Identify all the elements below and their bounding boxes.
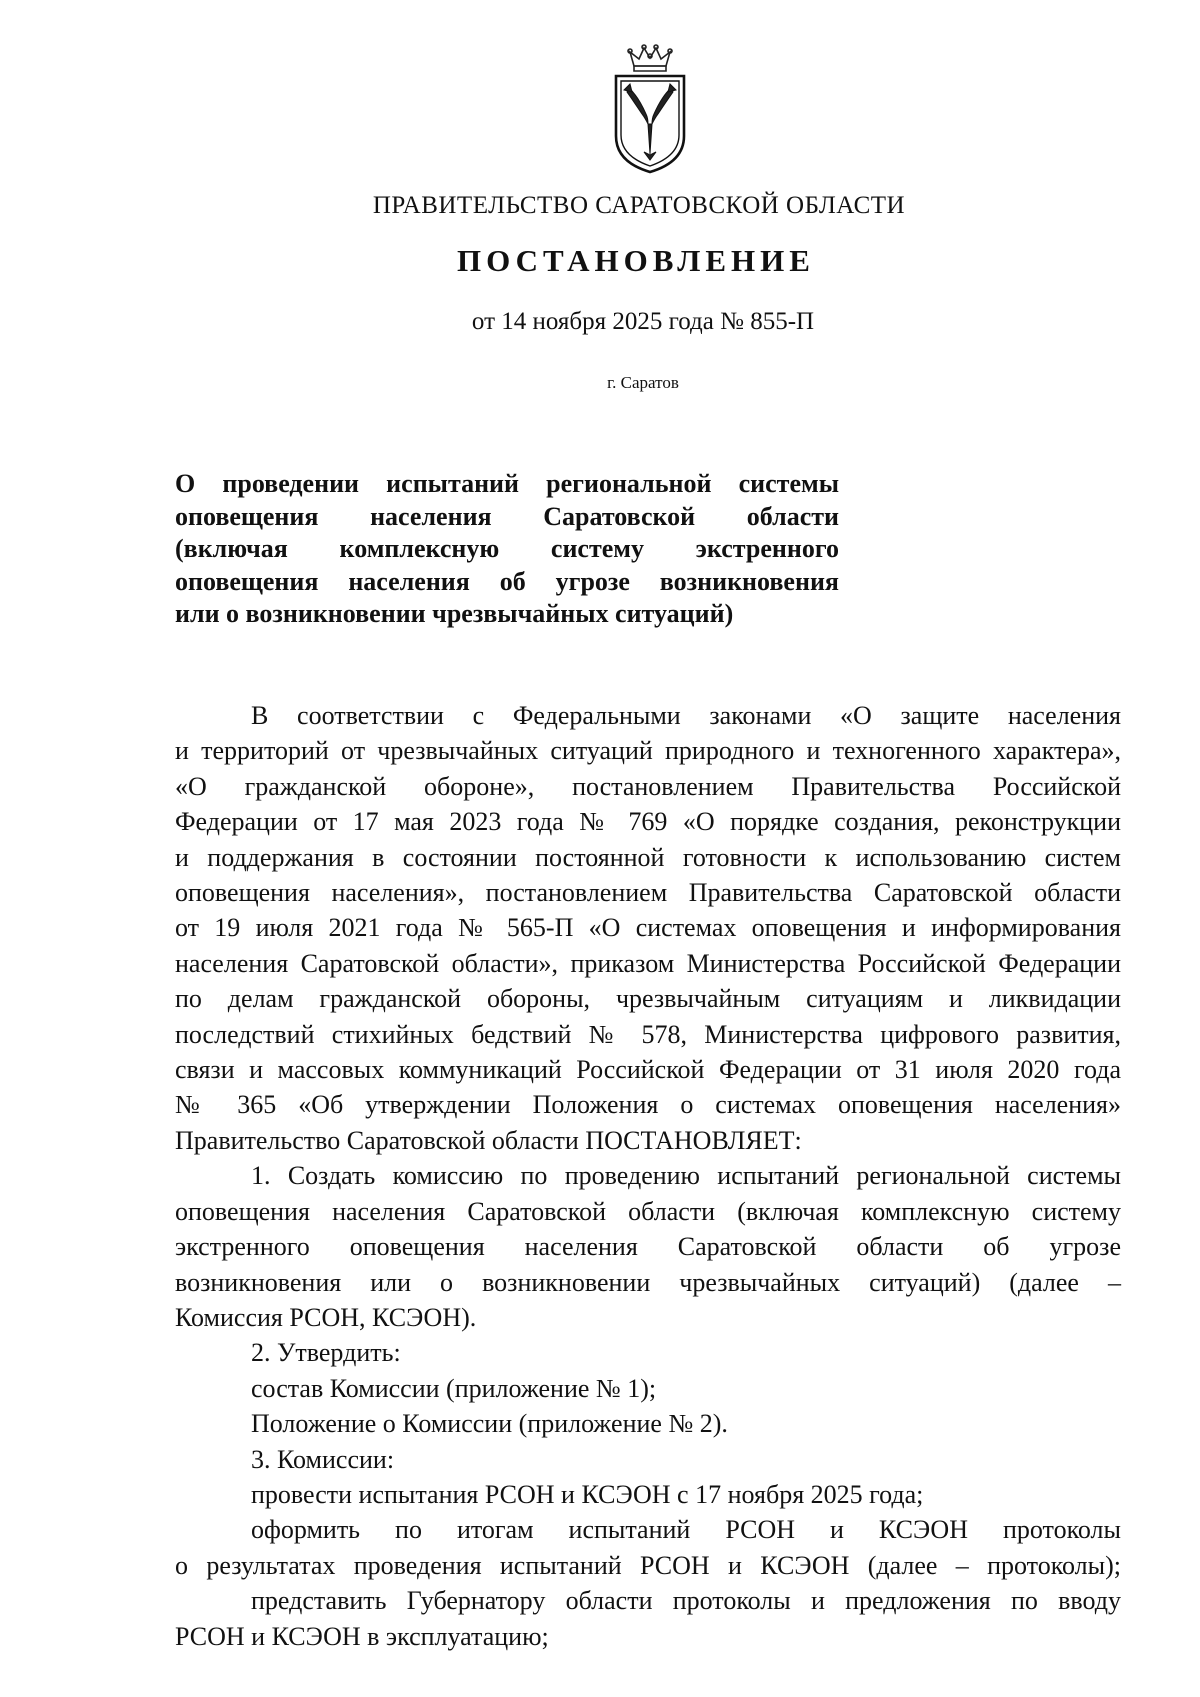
body-line: В соответствии с Федеральными законами «О защите населения <box>251 701 1121 730</box>
body-line: оповещения населения Саратовской области (включая комплексную систему <box>175 1196 1121 1226</box>
body-line: от 19 июля 2021 года № 565-П «О системах оповещения и информирования <box>175 913 1121 943</box>
body-line: по делам гражданской обороны, чрезвычайным ситуациям и ликвидации <box>175 984 1121 1014</box>
body-line: № 365 «Об утверждении Положения о системах оповещения населения» <box>175 1090 1121 1120</box>
body-line: провести испытания РСОН и КСЭОН с 17 ноября 2025 года; <box>251 1479 924 1509</box>
subject-line: или о возникновении чрезвычайных ситуаций) <box>175 599 734 628</box>
body-line: Комиссия РСОН, КСЭОН). <box>175 1302 477 1332</box>
body-line: и территорий от чрезвычайных ситуаций природного и техногенного характера», <box>175 736 1121 766</box>
body-line: представить Губернатору области протоколы и предложения по вводу <box>251 1586 1121 1616</box>
body-line: Положение о Комиссии (приложение № 2). <box>251 1409 728 1439</box>
subject-line: О проведении испытаний региональной системы <box>175 469 839 498</box>
body-line: 3. Комиссии: <box>251 1444 395 1474</box>
subject-line: (включая комплексную систему экстренного <box>175 534 839 563</box>
subject-line: оповещения населения об угрозе возникновения <box>175 566 839 596</box>
document-body <box>175 698 1121 1654</box>
body-line: и поддержания в состоянии постоянной готовности к использованию систем <box>175 842 1121 872</box>
subject-line: оповещения населения Саратовской области <box>175 501 839 531</box>
body-line: экстренного оповещения населения Саратовской области об угрозе <box>175 1232 1121 1262</box>
body-line: 1. Создать комиссию по проведению испытаний региональной системы <box>251 1161 1121 1191</box>
body-line: РСОН и КСЭОН в эксплуатацию; <box>175 1621 549 1651</box>
body-line: оповещения населения», постановлением Правительства Саратовской области <box>175 878 1121 908</box>
body-line: 2. Утвердить: <box>251 1338 401 1368</box>
organization-name: ПРАВИТЕЛЬСТВО САРАТОВСКОЙ ОБЛАСТИ <box>372 192 906 219</box>
body-line: населения Саратовской области», приказом Министерства Российской Федерации <box>175 948 1121 978</box>
body-line: Федерации от 17 мая 2023 года № 769 «О порядке создания, реконструкции <box>175 807 1121 837</box>
document-subject <box>175 468 839 631</box>
body-line: Правительство Саратовской области ПОСТАНОВЛЯЕТ: <box>175 1125 802 1155</box>
document-type: ПОСТАНОВЛЕНИЕ <box>457 243 815 278</box>
body-line: «О гражданской обороне», постановлением Правительства Российской <box>175 771 1121 801</box>
body-line: последствий стихийных бедствий № 578, Министерства цифрового развития, <box>175 1019 1121 1049</box>
body-line: оформить по итогам испытаний РСОН и КСЭОН протоколы <box>251 1515 1121 1545</box>
body-line: состав Комиссии (приложение № 1); <box>251 1373 657 1403</box>
document-date-number: от 14 ноября 2025 года № 855-П <box>471 308 815 335</box>
body-line: о результатах проведения испытаний РСОН и КСЭОН (далее – протоколы); <box>175 1550 1121 1580</box>
body-line: связи и массовых коммуникаций Российской Федерации от 31 июля 2020 года <box>175 1055 1121 1085</box>
body-line: возникновения или о возникновении чрезвычайных ситуаций) (далее – <box>175 1267 1121 1297</box>
document-city: г. Саратов <box>607 373 679 392</box>
saratov-coat-of-arms-icon <box>612 44 688 174</box>
